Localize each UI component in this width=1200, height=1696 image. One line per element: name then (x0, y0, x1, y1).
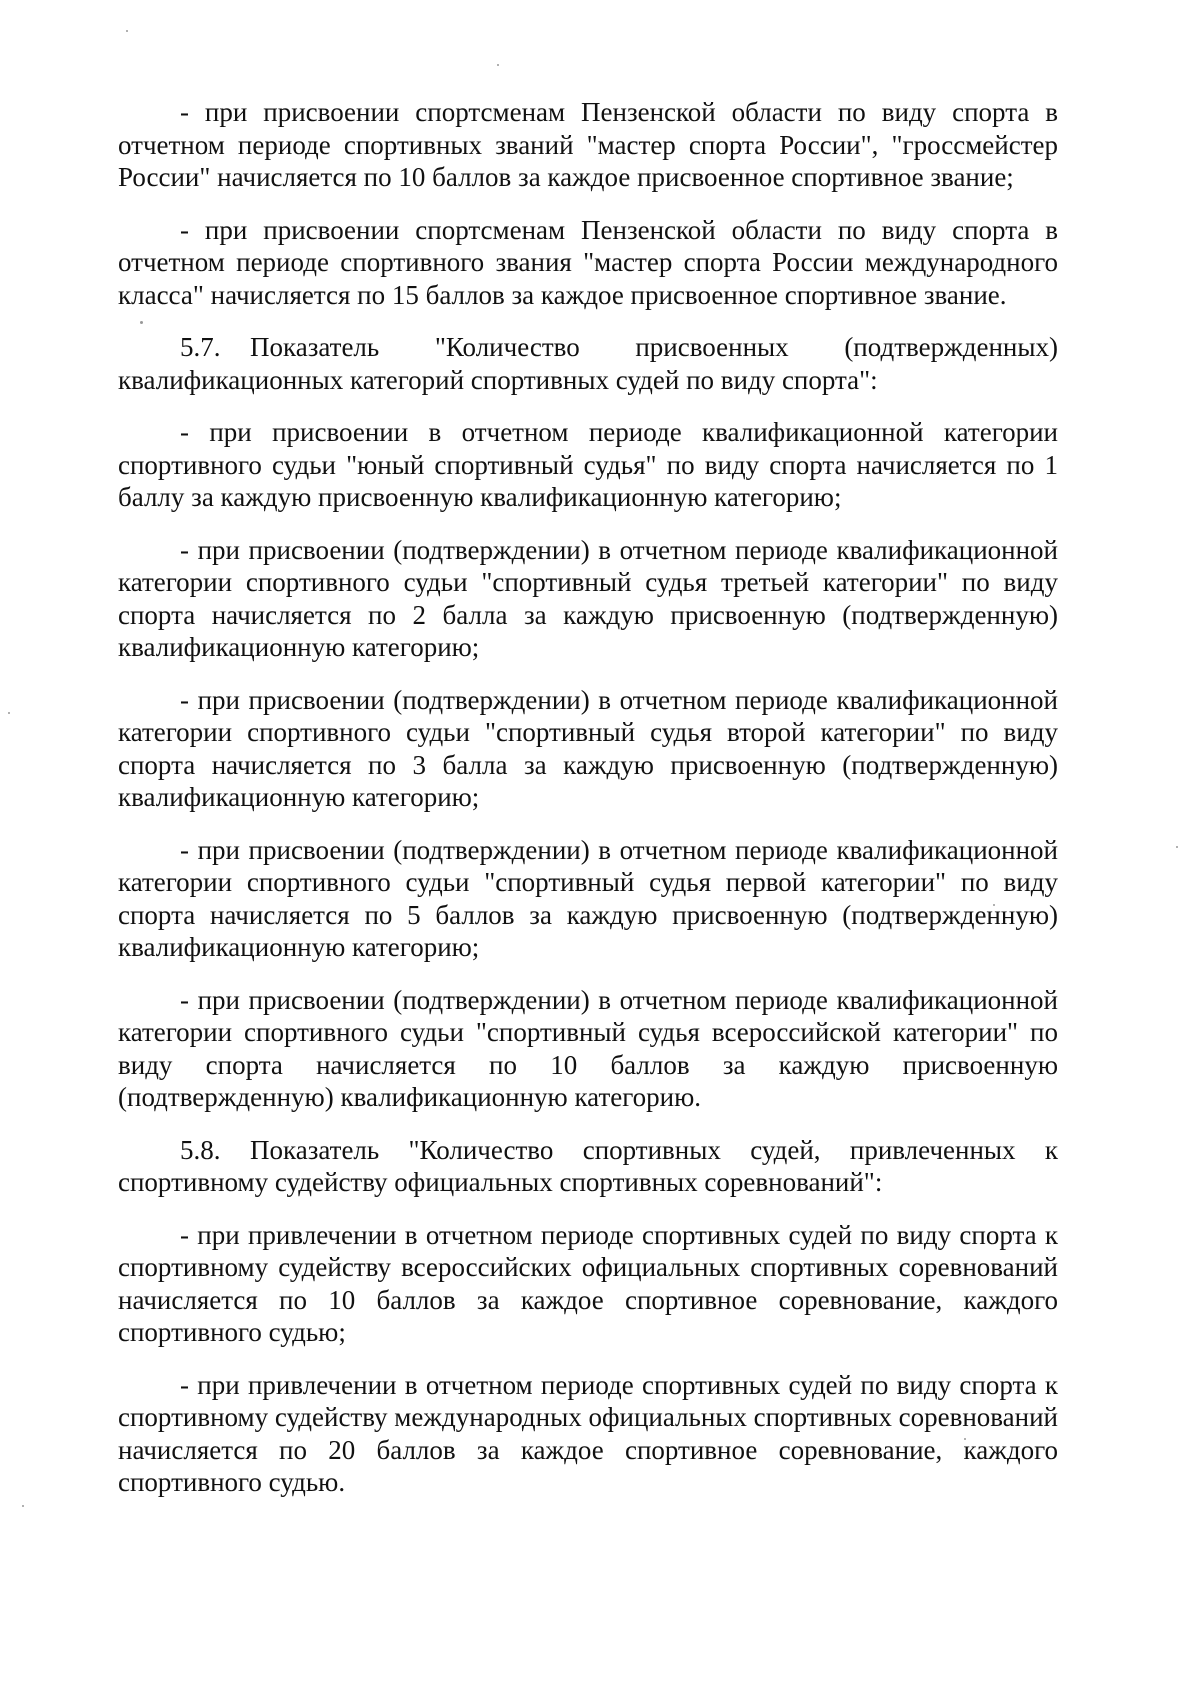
paragraph-item: - при привлечении в отчетном периоде спортивных судей по виду спорта к спортивному судейству международных официальных спортивных соревнований начисляется по 20 баллов за каждое спортивное соревнование, каждого спортивного судью. (118, 1369, 1058, 1497)
paragraph-item: - при присвоении (подтверждении) в отчетном периоде квалификационной категории спортивного судьи "спортивный судья всероссийской категории" по виду спорта начисляется по 10 баллов за каждую присвоенную (подтвержденную) квалификационную категорию. (118, 984, 1058, 1112)
section-text: Показатель "Количество присвоенных (подтвержденных) квалификационных категорий спортивных судей по виду спорта": (118, 332, 1058, 395)
scan-speck (22, 1505, 24, 1507)
paragraph-item: - при привлечении в отчетном периоде спортивных судей по виду спорта к спортивному судейству всероссийских официальных спортивных соревнований начисляется по 10 баллов за каждое спортивное соревнование, каждого спортивного судью; (118, 1219, 1058, 1347)
paragraph-item: - при присвоении спортсменам Пензенской области по виду спорта в отчетном периоде спортивных званий "мастер спорта России", "гроссмейстер России" начисляется по 10 баллов за каждое присвоенное спортивное звание; (118, 97, 1058, 192)
scan-speck (126, 30, 128, 32)
scan-speck (8, 712, 10, 714)
section-heading-5-8 (118, 1134, 1058, 1199)
document-body (118, 96, 1058, 1519)
section-text: Показатель "Количество спортивных судей, привлеченных к спортивному судейству официальных спортивных соревнований": (118, 1134, 1058, 1197)
paragraph-item: - при присвоении (подтверждении) в отчетном периоде квалификационной категории спортивного судьи "спортивный судья первой категории" по виду спорта начисляется по 5 баллов за каждую присвоенную (подтвержденную) квалификационную категорию; (118, 834, 1058, 962)
section-number: 5.8. (180, 1134, 221, 1165)
paragraph-item: - при присвоении (подтверждении) в отчетном периоде квалификационной категории спортивного судьи "спортивный судья третьей категории" по виду спорта начисляется по 2 балла за каждую присвоенную (подтвержденную) квалификационную категорию; (118, 534, 1058, 662)
scan-speck (1176, 846, 1178, 848)
paragraph-item: - при присвоении в отчетном периоде квалификационной категории спортивного судьи "юный спортивный судья" по виду спорта начисляется по 1 баллу за каждую присвоенную квалификационную категорию; (118, 417, 1058, 512)
paragraph-item: - при присвоении (подтверждении) в отчетном периоде квалификационной категории спортивного судьи "спортивный судья второй категории" по виду спорта начисляется по 3 балла за каждую присвоенную (подтвержденную) квалификационную категорию; (118, 684, 1058, 812)
section-number: 5.7. (180, 332, 221, 362)
section-heading-5-7 (118, 331, 1058, 396)
scan-speck (497, 64, 499, 66)
paragraph-item: - при присвоении спортсменам Пензенской области по виду спорта в отчетном периоде спортивного звания "мастер спорта России международного класса" начисляется по 15 баллов за каждое присвоенное спортивное звание. (118, 214, 1058, 310)
